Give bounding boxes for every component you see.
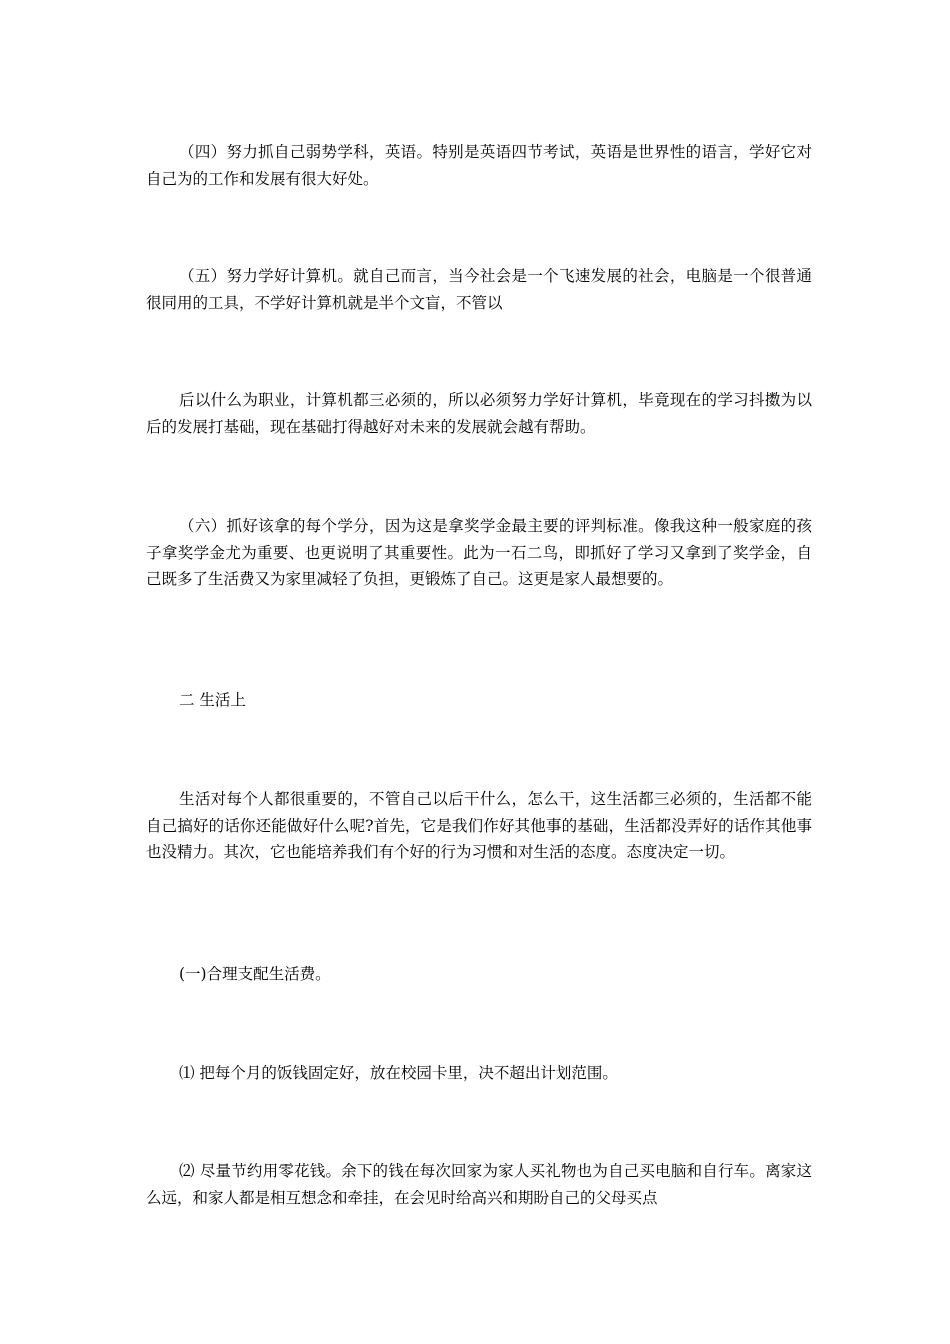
paragraph-computer-study: （五）努力学好计算机。就自己而言，当今社会是一个飞速发展的社会，电脑是一个很普通很同用的工具，不学好计算机就是半个文盲，不管以 [146, 267, 812, 312]
paragraph-life-importance: 生活对每个人都很重要的，不管自己以后干什么，怎么干，这生活都三必须的，生活都不能自己搞好的话你还能做好什么呢?首先，它是我们作好其他事的基础，生活都没弄好的话作其他事也没精力。其次，它也能培养我们有个好的行为习惯和对生活的态度。态度决定一切。 [146, 790, 812, 861]
section-heading-life: 二 生活上 [179, 691, 246, 709]
paragraph-english-study: （四）努力抓自己弱势学科，英语。特别是英语四节考试，英语是世界性的语言，学好它对自己为的工作和发展有很大好处。 [146, 143, 812, 188]
paragraph-computer-study-continued: 后以什么为职业，计算机都三必须的，所以必须努力学好计算机，毕竟现在的学习抖擞为以后的发展打基础，现在基础打得越好对未来的发展就会越有帮助。 [146, 391, 812, 436]
list-item-pocket-money: ⑵ 尽量节约用零花钱。余下的钱在每次回家为家人买礼物也为自己买电脑和自行车。离家这么远，和家人都是相互想念和牵挂，在会见时给高兴和期盼自己的父母买点 [146, 1162, 812, 1207]
list-item-meal-money: ⑴ 把每个月的饭钱固定好，放在校园卡里，决不超出计划范围。 [179, 1064, 618, 1082]
paragraph-credits-scholarship: （六）抓好该拿的每个学分，因为这是拿奖学金最主要的评判标准。像我这种一般家庭的孩子拿奖学金尤为重要、也更说明了其重要性。此为一石二鸟，即抓好了学习又拿到了奖学金，自己既多了生活费又为家里减轻了负担，更锻炼了自己。这更是家人最想要的。 [146, 517, 812, 588]
subheading-living-expenses: (一)合理支配生活费。 [179, 965, 331, 983]
